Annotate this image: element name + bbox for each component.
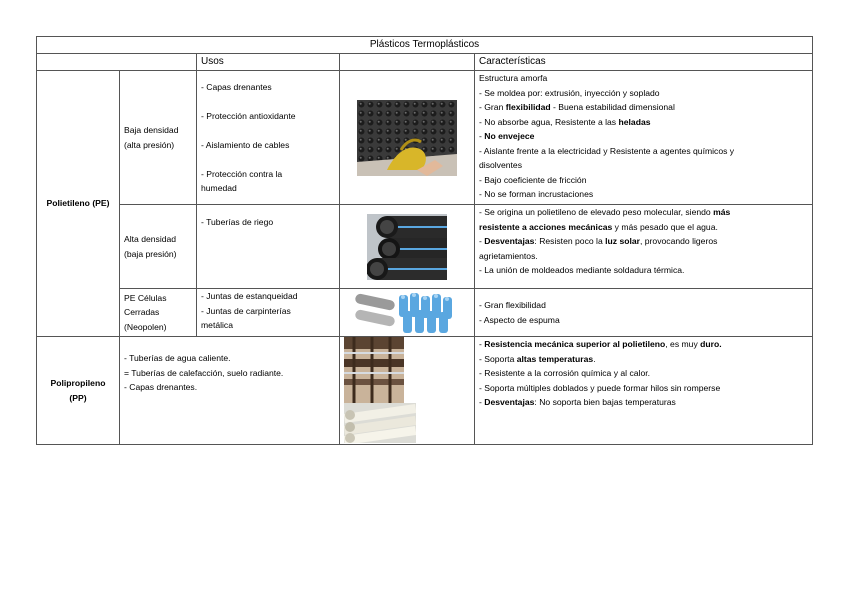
- pe-alta-caracteristicas: - Se origina un polietileno de elevado peso molecular, siendo más resistente a acciones mecánicas y más pesado que el agua. - Desventajas: Resisten poco la luz solar, provocando ligeros agrietamientos. - La unión de moldeados mediante soldadura térmica.: [475, 205, 813, 289]
- pe-baja-label: Baja densidad (alta presión): [120, 71, 197, 205]
- table-title: Plásticos Termoplásticos: [37, 37, 813, 54]
- pe-alta-usos: - Tuberías de riego: [197, 205, 340, 289]
- pp-white-pipes-picture: [344, 403, 416, 443]
- pp-images: [340, 337, 475, 445]
- pe-baja-usos: - Capas drenantes - Protección antioxidante - Aislamiento de cables - Protección contra la humedad: [197, 71, 340, 205]
- pe-name: Polietileno (PE): [37, 71, 120, 337]
- pp-heating-pipes-picture: [344, 337, 404, 403]
- foam-profiles-image: [340, 289, 475, 337]
- header-empty: [37, 54, 197, 71]
- hdpe-pipes-image: [340, 205, 475, 289]
- drainage-membrane-picture: [357, 100, 457, 176]
- pe-baja-caracteristicas: Estructura amorfa - Se moldea por: extrusión, inyección y soplado - Gran flexibilidad - Buena estabilidad dimensional - No absorbe agua, Resistente a las heladas - No envejece - Aislante frente a la electricidad y Resistente a agentes químicos y disolventes - Bajo coeficiente de fricción - No se forman incrustaciones: [475, 71, 813, 205]
- pe-celulas-usos: - Juntas de estanqueidad - Juntas de carpinterías metálica: [197, 289, 340, 337]
- foam-profiles-picture: [353, 291, 461, 335]
- pe-alta-label: Alta densidad (baja presión): [120, 205, 197, 289]
- drainage-membrane-image: [340, 71, 475, 205]
- pp-name: Polipropileno (PP): [37, 337, 120, 445]
- thermoplastics-table: [36, 36, 813, 445]
- hdpe-pipes-picture: [367, 214, 447, 280]
- pp-usos: - Tuberías de agua caliente. = Tuberías de calefacción, suelo radiante. - Capas drenantes.: [120, 337, 340, 445]
- header-images: [340, 54, 475, 71]
- header-caracteristicas: Características: [475, 54, 813, 71]
- header-usos: Usos: [197, 54, 340, 71]
- pe-celulas-label: PE Células Cerradas (Neopolen): [120, 289, 197, 337]
- pp-caracteristicas: - Resistencia mecánica superior al polietileno, es muy duro. - Soporta altas temperaturas. - Resistente a la corrosión química y al calor. - Soporta múltiples doblados y puede formar hilos sin romperse - Desventajas: No soporta bien bajas temperaturas: [475, 337, 813, 445]
- pe-celulas-caracteristicas: - Gran flexibilidad - Aspecto de espuma: [475, 289, 813, 337]
